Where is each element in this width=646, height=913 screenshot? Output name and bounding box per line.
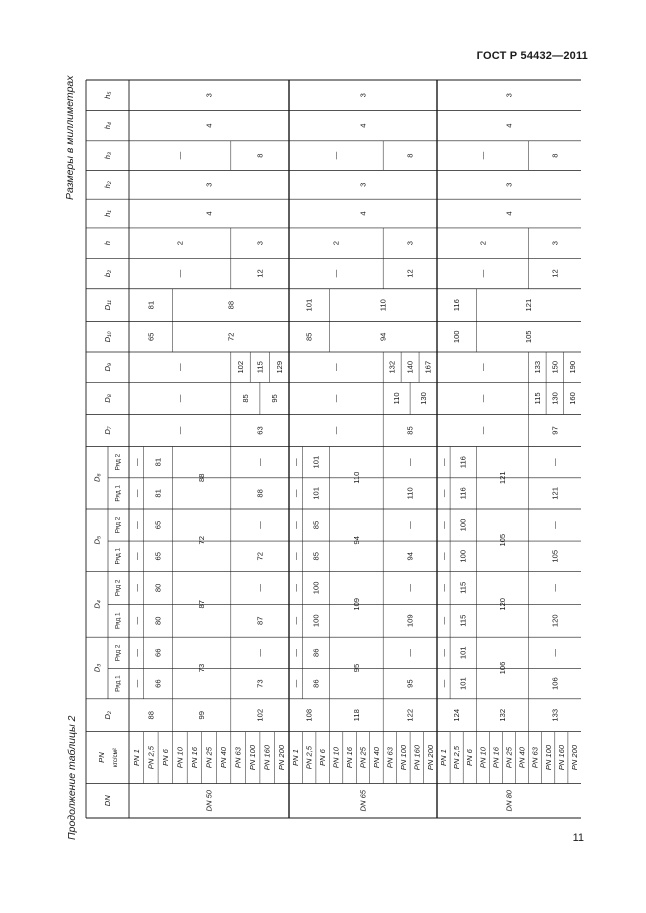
h3-value: 8 [405, 153, 415, 158]
h3-value: — [331, 151, 341, 160]
d2-value: 132 [497, 708, 507, 722]
header-pn: PN [97, 752, 106, 763]
d10-value: 105 [524, 330, 534, 344]
pn-value: PN 10 [175, 747, 185, 769]
h2-value: 3 [358, 182, 368, 187]
pn-value: PN 40 [517, 747, 527, 769]
dash-value: — [131, 489, 141, 498]
d4-row1-value: 100 [311, 614, 321, 628]
d3-row1-value: 95 [405, 679, 415, 688]
pn-value: PN 16 [491, 747, 501, 769]
pn-value: PN 16 [345, 747, 355, 769]
d5-row2-value: 100 [458, 518, 468, 532]
pn-value: PN 100 [398, 744, 408, 771]
dash-value: — [439, 521, 449, 529]
b2-value: 12 [255, 269, 265, 278]
pn-value: PN 6 [465, 749, 475, 767]
d3-merged-value: 106 [497, 661, 507, 675]
d11-value: 81 [146, 300, 156, 310]
d3-row2-value: 101 [458, 646, 468, 660]
d6-row2-value: — [255, 458, 265, 466]
d7-value: 85 [405, 426, 415, 435]
d4-row1-value: 80 [153, 616, 163, 625]
d2-value: 102 [255, 708, 265, 722]
d3-row2-value: — [405, 649, 415, 657]
header-d10: D₁₀ [103, 331, 112, 343]
header-h4: h₄ [103, 121, 112, 130]
pn-value: PN 10 [478, 747, 488, 769]
d9-value: 129 [274, 360, 284, 374]
header-h3: h₃ [103, 151, 112, 160]
header-d2: D₂ [103, 711, 112, 720]
d4-row2-value: — [255, 584, 265, 592]
b2-value: 12 [405, 269, 415, 278]
dash-value: — [439, 649, 449, 657]
h4-value: 4 [358, 123, 368, 128]
header-d3: D₃ [92, 663, 102, 673]
header-d8: D₈ [103, 394, 112, 403]
d3-merged-value: 73 [197, 663, 207, 673]
d5-row1-value: 105 [550, 549, 560, 563]
d4-row1-value: 87 [255, 616, 265, 625]
d6-row2-value: 116 [458, 456, 468, 469]
dash-value: — [131, 649, 141, 657]
d11-value: 101 [304, 298, 314, 312]
d11-value: 88 [226, 300, 236, 310]
pn-value: PN 25 [504, 747, 514, 769]
h5-value: 3 [358, 93, 368, 98]
d7-value: 97 [550, 426, 560, 435]
document-code: ГОСТ Р 54432—2011 [476, 50, 588, 62]
dn-label: DN 65 [358, 789, 368, 812]
d8-value: 130 [419, 392, 429, 405]
h3-value: 8 [550, 153, 560, 158]
d6-row1-value: 110 [405, 487, 415, 500]
d3-row1-value: 86 [311, 679, 321, 688]
h3-value: — [478, 151, 488, 160]
header-h1: h₁ [103, 210, 112, 217]
h1-value: 4 [504, 211, 514, 216]
d4-row2-value: 100 [311, 581, 321, 595]
d8-value: 160 [567, 392, 577, 405]
header-h5: h₅ [103, 91, 112, 99]
d2-value: 99 [197, 711, 207, 720]
h1-value: 4 [204, 211, 214, 216]
d6-merged-value: 121 [497, 471, 507, 485]
d9-value: 150 [550, 360, 560, 374]
h3-value: 8 [255, 153, 265, 158]
d8-value: 85 [240, 394, 250, 403]
dash-value: — [439, 616, 449, 625]
d4-merged-value: 109 [351, 597, 361, 611]
d8-value: — [331, 394, 341, 403]
d5-row1-value: 100 [458, 549, 468, 563]
d5-merged-value: 105 [497, 533, 507, 547]
d5-row2-value: 65 [153, 520, 163, 530]
d5-row1-value: 85 [311, 552, 321, 561]
dash-value: — [131, 552, 141, 561]
d6-merged-value: 88 [197, 473, 207, 482]
header-d3-row1: Ряд 1 [114, 675, 122, 692]
d9-value: 102 [236, 360, 246, 374]
page-number: 11 [572, 832, 584, 844]
d5-row2-value: 85 [311, 520, 321, 530]
d2-value: 88 [146, 711, 156, 720]
d4-row1-value: 120 [550, 614, 560, 628]
d10-value: 100 [452, 330, 462, 344]
d7-value: — [331, 426, 341, 435]
d4-row2-value: — [550, 584, 560, 592]
pn-value: PN 6 [318, 749, 328, 767]
pn-value: PN 25 [204, 747, 214, 769]
h5-value: 3 [204, 93, 214, 98]
h-value: 3 [405, 241, 415, 246]
dash-value: — [291, 552, 301, 561]
pn-value: PN 10 [331, 747, 341, 769]
d6-row2-value: — [405, 458, 415, 466]
pn-value: PN 2,5 [304, 745, 314, 770]
header-dn: DN [103, 795, 112, 807]
d4-row1-value: 109 [405, 614, 415, 628]
d10-value: 94 [378, 332, 388, 342]
d2-value: 124 [452, 708, 462, 722]
h-value: 3 [550, 241, 560, 246]
dash-value: — [131, 584, 141, 592]
pn-value: PN 1 [439, 749, 449, 767]
d9-value: — [478, 363, 488, 372]
h-value: 2 [478, 241, 488, 246]
d9-value: 132 [387, 360, 397, 374]
pn-value: PN 63 [530, 747, 540, 769]
units-note: Размеры в миллиметрах [64, 75, 76, 200]
dash-value: — [291, 521, 301, 529]
d7-value: — [478, 426, 488, 435]
pn-value: PN 160 [262, 744, 272, 771]
d5-row1-value: 65 [153, 552, 163, 561]
pn-value: PN 63 [385, 747, 395, 769]
d5-merged-value: 72 [197, 535, 207, 545]
b2-value: — [331, 269, 341, 278]
d11-value: 110 [378, 299, 388, 312]
d3-row2-value: 86 [311, 648, 321, 658]
d3-merged-value: 95 [351, 663, 361, 673]
dash-value: — [291, 679, 301, 688]
pn-value: PN 200 [425, 744, 435, 771]
header-d6-row2: Ряд 2 [114, 453, 122, 471]
header-b2: b₂ [103, 269, 112, 278]
d2-value: 122 [405, 708, 415, 722]
pn-value: PN 2,5 [146, 745, 156, 770]
dash-value: — [131, 458, 141, 466]
d3-row1-value: 73 [255, 679, 265, 688]
h4-value: 4 [504, 123, 514, 128]
d7-value: — [175, 426, 185, 435]
d4-merged-value: 87 [197, 600, 207, 609]
d4-row1-value: 115 [458, 614, 468, 627]
d8-value: — [175, 394, 185, 403]
pn-value: PN 63 [233, 747, 243, 769]
d9-value: 167 [423, 360, 433, 374]
d9-value: 140 [405, 360, 415, 374]
pn-value: PN 160 [556, 744, 566, 771]
h1-value: 4 [358, 211, 368, 216]
b2-value: — [478, 269, 488, 278]
dash-value: — [291, 458, 301, 466]
h3-value: — [175, 151, 185, 160]
d10-value: 65 [146, 332, 156, 342]
d8-value: 130 [550, 392, 560, 405]
pn-value: PN 1 [291, 749, 301, 767]
h5-value: 3 [504, 93, 514, 98]
dash-value: — [439, 489, 449, 498]
header-d11: D₁₁ [103, 300, 112, 311]
d4-row2-value: — [405, 584, 415, 592]
dn-label: DN 80 [504, 789, 514, 812]
d6-row2-value: — [550, 458, 560, 466]
pn-value: PN 200 [569, 744, 579, 771]
d8-value: — [478, 394, 488, 403]
d3-row2-value: 66 [153, 648, 163, 658]
pn-value: PN 100 [543, 744, 553, 771]
d4-merged-value: 120 [497, 597, 507, 611]
h-value: 2 [331, 241, 341, 246]
d3-row1-value: 101 [458, 677, 468, 690]
header-d7: D₇ [103, 426, 112, 435]
d7-value: 63 [255, 426, 265, 435]
dash-value: — [439, 584, 449, 592]
header-d9: D₉ [103, 362, 112, 372]
pn-value: PN 25 [358, 747, 368, 769]
d6-row1-value: 81 [153, 489, 163, 498]
header-d5-row1: Ряд 1 [114, 547, 122, 565]
header-d4: D₄ [92, 600, 102, 609]
table-continuation-label: Продолжение таблицы 2 [66, 715, 78, 840]
d3-row2-value: — [550, 649, 560, 657]
pn-value: PN 1 [131, 749, 141, 767]
dash-value: — [291, 649, 301, 657]
header-d4-row2: Ряд 2 [114, 579, 122, 597]
d2-value: 118 [351, 709, 361, 722]
header-d6-row1: Ряд 1 [114, 485, 122, 502]
dash-value: — [291, 489, 301, 498]
d9-value: 115 [255, 361, 265, 374]
d2-value: 133 [550, 708, 560, 722]
d6-row1-value: 116 [458, 487, 468, 500]
d4-row2-value: 115 [458, 581, 468, 594]
d8-value: 115 [532, 392, 542, 405]
dash-value: — [131, 616, 141, 625]
d9-value: 190 [567, 360, 577, 374]
d9-value: — [175, 363, 185, 372]
pn-value: PN 2,5 [452, 745, 462, 770]
header-d6: D₆ [92, 473, 102, 483]
dash-value: — [439, 458, 449, 466]
d5-row2-value: — [255, 521, 265, 529]
h2-value: 3 [204, 182, 214, 187]
dash-value: — [131, 521, 141, 529]
d6-row1-value: 121 [550, 487, 560, 500]
d10-value: 85 [304, 332, 314, 342]
d3-row2-value: — [255, 649, 265, 657]
pn-value: PN 6 [160, 749, 170, 767]
dash-value: — [291, 616, 301, 625]
d2-value: 108 [304, 708, 314, 722]
header-h: h [103, 241, 112, 246]
header-d5-row2: Ряд 2 [114, 516, 122, 534]
pn-value: PN 160 [412, 744, 422, 771]
d11-value: 116 [452, 299, 462, 312]
h-value: 3 [255, 241, 265, 246]
header-d5: D₅ [92, 535, 102, 545]
d9-value: — [331, 363, 341, 372]
d10-value: 72 [226, 332, 236, 342]
dash-value: — [439, 679, 449, 688]
d6-row1-value: 88 [255, 489, 265, 498]
d11-value: 121 [524, 298, 534, 312]
d6-merged-value: 110 [351, 471, 361, 484]
h-value: 2 [175, 241, 185, 246]
b2-value: 12 [550, 269, 560, 278]
d5-row2-value: — [405, 521, 415, 529]
d4-row2-value: 80 [153, 583, 163, 593]
d8-value: 95 [269, 394, 279, 403]
h2-value: 3 [504, 182, 514, 187]
header-d4-row1: Ряд 1 [114, 612, 122, 630]
d5-row1-value: 94 [405, 552, 415, 561]
dn-label: DN 50 [204, 789, 214, 812]
h4-value: 4 [204, 123, 214, 128]
d6-row2-value: 101 [311, 455, 321, 469]
pn-value: PN 100 [248, 744, 258, 771]
pn-value: PN 40 [219, 747, 229, 769]
d9-value: 133 [532, 360, 542, 374]
d6-row1-value: 101 [311, 487, 321, 500]
dash-value: — [439, 552, 449, 561]
dash-value: — [131, 679, 141, 688]
pn-value: PN 200 [277, 744, 287, 771]
header-h2: h₂ [103, 181, 112, 189]
d6-row2-value: 81 [153, 457, 163, 467]
b2-value: — [175, 269, 185, 278]
d5-row2-value: — [550, 521, 560, 529]
pn-value: PN 40 [371, 747, 381, 769]
d5-merged-value: 94 [351, 535, 361, 545]
dash-value: — [291, 584, 301, 592]
d3-row1-value: 66 [153, 679, 163, 688]
header-d3-row2: Ряд 2 [114, 644, 122, 662]
d8-value: 110 [392, 392, 402, 405]
pn-value: PN 16 [189, 747, 199, 769]
header-pn-unit: кгс/см² [112, 748, 119, 768]
d5-row1-value: 72 [255, 552, 265, 561]
d3-row1-value: 106 [550, 677, 560, 690]
